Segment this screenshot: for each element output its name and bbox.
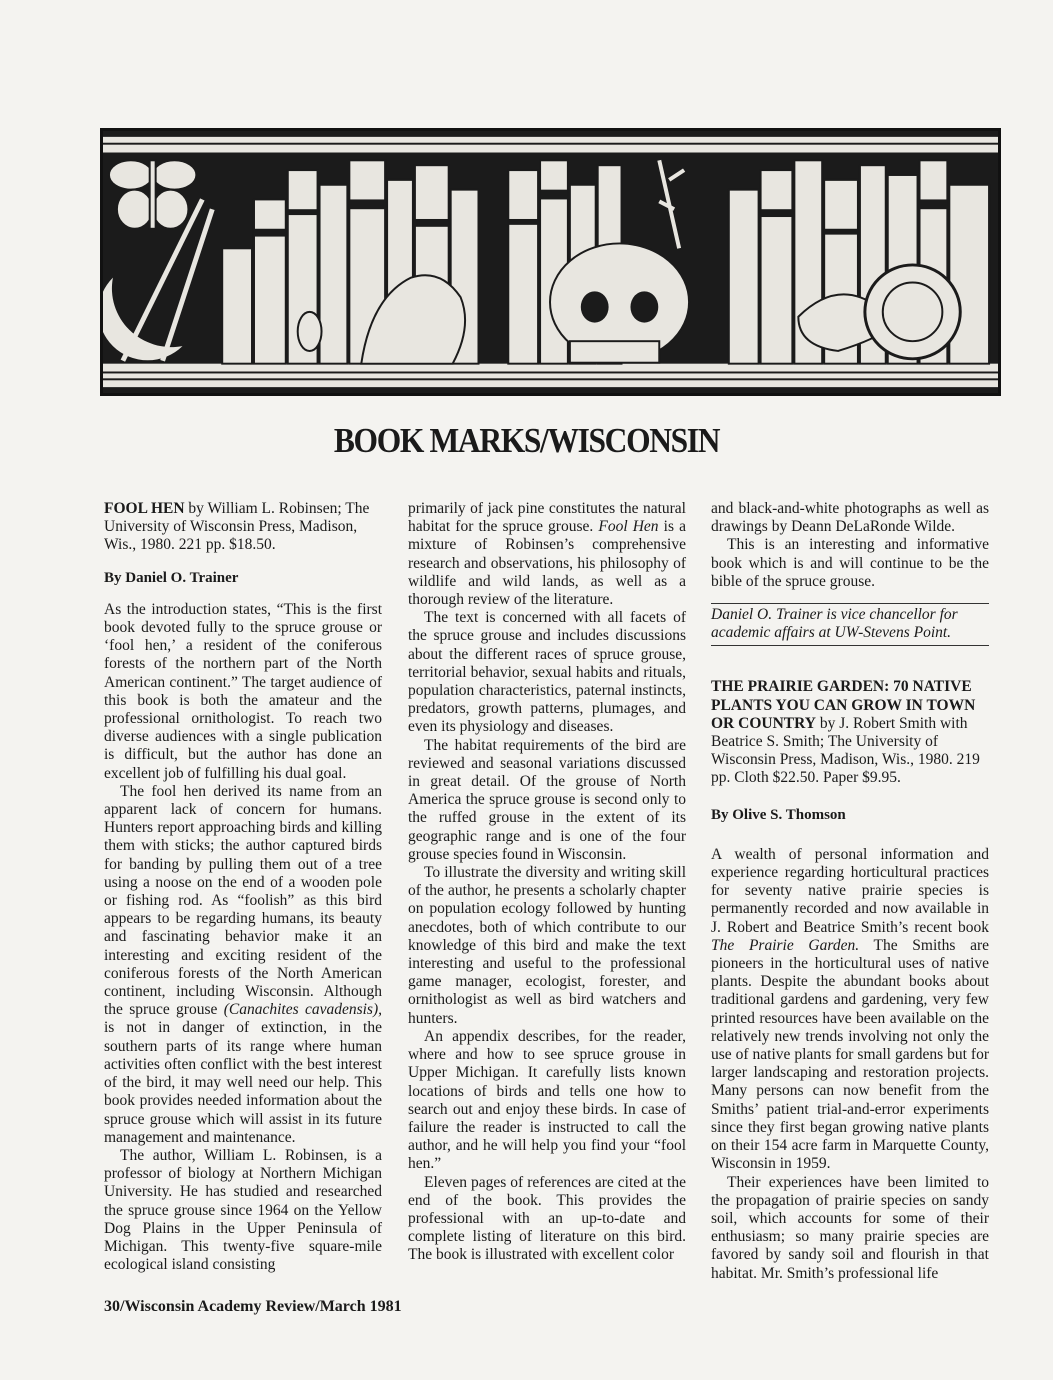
paragraph: As the introduction states, “This is the first book devoted fully to the spruce grouse or ‘fool hen,’ a resident of the coniferous forests of the northern part of the North American continent.” The target audience of this book is both the amateur and the professional ornithologist. To reach two diverse audiences with a single publication is difficult, but the author has done an excellent job of fulfilling his dual goal. [104, 600, 382, 782]
paragraph: and black-and-white photographs as well as drawings by Deann DeLaRonde Wilde. [711, 500, 989, 536]
woodcut-illustration [100, 128, 1001, 396]
book-title: FOOL HEN [104, 500, 185, 517]
paragraph-text: The fool hen derived its name from an apparent lack of concern for humans. Hunters report approaching birds and killing them with sticks; the author captured birds for banding by pulling them out of a tree using a noose on the end of a wooden pole or fishing rod. As “foolish” as this bird appears to be regarding humans, its beauty and fascinating behavior make it an interesting and exciting resident of the coniferous forests of the North American continent, including Wisconsin. Although the spruce grouse [104, 782, 382, 1019]
book-header-prairie-garden [711, 678, 989, 787]
paragraph [408, 500, 686, 609]
column-3 [711, 500, 989, 1283]
paragraph: This is an interesting and informative book which is and will continue to be the bible of the spruce grouse. [711, 536, 989, 590]
book-title-italic: The Prairie Garden. [711, 936, 860, 954]
book-title: THE PRAIRIE GARDEN: 70 NATIVE PLANTS YOU CAN GROW IN TOWN OR COUNTRY [711, 678, 976, 732]
column-1 [104, 500, 382, 1274]
page-title: BOOK MARKS/WISCONSIN [333, 421, 720, 460]
reviewer-bio [711, 603, 989, 646]
reviewer-bio-text: Daniel O. Trainer is vice chancellor for academic affairs at UW-Stevens Point. [711, 606, 958, 642]
species-name: (Canachites cavadensis), [223, 1001, 383, 1019]
book-header-fool-hen [104, 500, 382, 555]
book-info: by William L. Robinsen; The University of Wisconsin Press, Madison, Wis., 1980. 221 pp. $18.50. [104, 500, 370, 554]
paragraph-text: is a mixture of Robinsen’s comprehensive research and observations, his philosophy of wildlife and wild lands, as well as a thorough review of the literature. [408, 518, 686, 609]
paragraph: An appendix describes, for the reader, where and how to see spruce grouse in Upper Michigan. It carefully lists known locations of birds and tells one how to search out and enjoy these birds. In case of failure the reader is instructed to call the author, and he will help you find your “fool hen.” [408, 1027, 686, 1173]
paragraph-text: A wealth of personal information and experience regarding horticultural practices for seventy native prairie species is permanently recorded and now available in J. Robert and Beatrice Smith’s recent book [711, 845, 989, 936]
paragraph-text: The Smiths are pioneers in the horticultural uses of native plants. Despite the abundant books about traditional gardens and gardening, very few printed resources have been available on the relatively new trends involving not only the use of native plants for small gardens but for larger landscaping and restoration projects. Many persons can now benefit from the Smiths’ patient trial-and-error experiments since they first began growing native plants on their 154 acre farm in Marquette County, Wisconsin in 1959. [711, 936, 990, 1173]
paragraph: The text is concerned with all facets of the spruce grouse and includes discussions about the different races of spruce grouse, territorial behavior, sexual habits and rituals, population characteristics, paternal instincts, predators, growth patterns, plumages, and even its physiology and diseases. [408, 609, 686, 736]
paragraph-text: primarily of jack pine constitutes the natural habitat for the spruce grouse. [408, 500, 686, 536]
paragraph [104, 783, 382, 1147]
paragraph: The habitat requirements of the bird are reviewed and seasonal variations discussed in great detail. Of the grouse of North America the spruce grouse is second only to the ruffed grouse in the extent of its geographic range and is one of the four grouse species found in Wisconsin. [408, 736, 686, 863]
column-2 [408, 500, 686, 1265]
paragraph [711, 846, 989, 1174]
page-footer: 30/Wisconsin Academy Review/March 1981 [104, 1298, 402, 1315]
book-info: by J. Robert Smith with Beatrice S. Smith; The University of Wisconsin Press, Madison, Wis., 1980. 219 pp. Cloth $22.50. Paper $9.95. [711, 714, 980, 787]
bookshelf-woodcut-icon [103, 131, 998, 393]
paragraph: The author, William L. Robinsen, is a professor of biology at Northern Michigan University. He has studied and researched the spruce grouse since 1964 on the Yellow Dog Plains in the Upper Peninsula of Michigan. This twenty-five square-mile ecological island consisting [104, 1146, 382, 1274]
paragraph-text: is not in danger of extinction, in the southern parts of its range where human activities often conflict with the best interest of the bird, it may well need our help. This book provides needed information about the spruce grouse which will assist in its future management and maintenance. [104, 1019, 382, 1146]
byline: By Olive S. Thomson [711, 806, 846, 823]
paragraph: Eleven pages of references are cited at the end of the book. This provides the professional with an up-to-date and complete listing of literature on this bird. The book is illustrated with excellent color [408, 1173, 686, 1264]
paragraph: Their experiences have been limited to the propagation of prairie species on sandy soil, which accounts for some of their enthusiasm; so many prairie species are favored by sandy soil and flourish in that habitat. Mr. Smith’s professional life [711, 1173, 989, 1282]
paragraph: To illustrate the diversity and writing skill of the author, he presents a scholarly chapter on population ecology followed by hunting anecdotes, both of which contribute to our knowledge of this bird and make the text interesting and useful to the professional game manager, ecologist, forester, and ornithologist as well as bird watchers and hunters. [408, 864, 686, 1027]
byline: By Daniel O. Trainer [104, 569, 239, 586]
book-title-italic: Fool Hen [598, 518, 659, 536]
